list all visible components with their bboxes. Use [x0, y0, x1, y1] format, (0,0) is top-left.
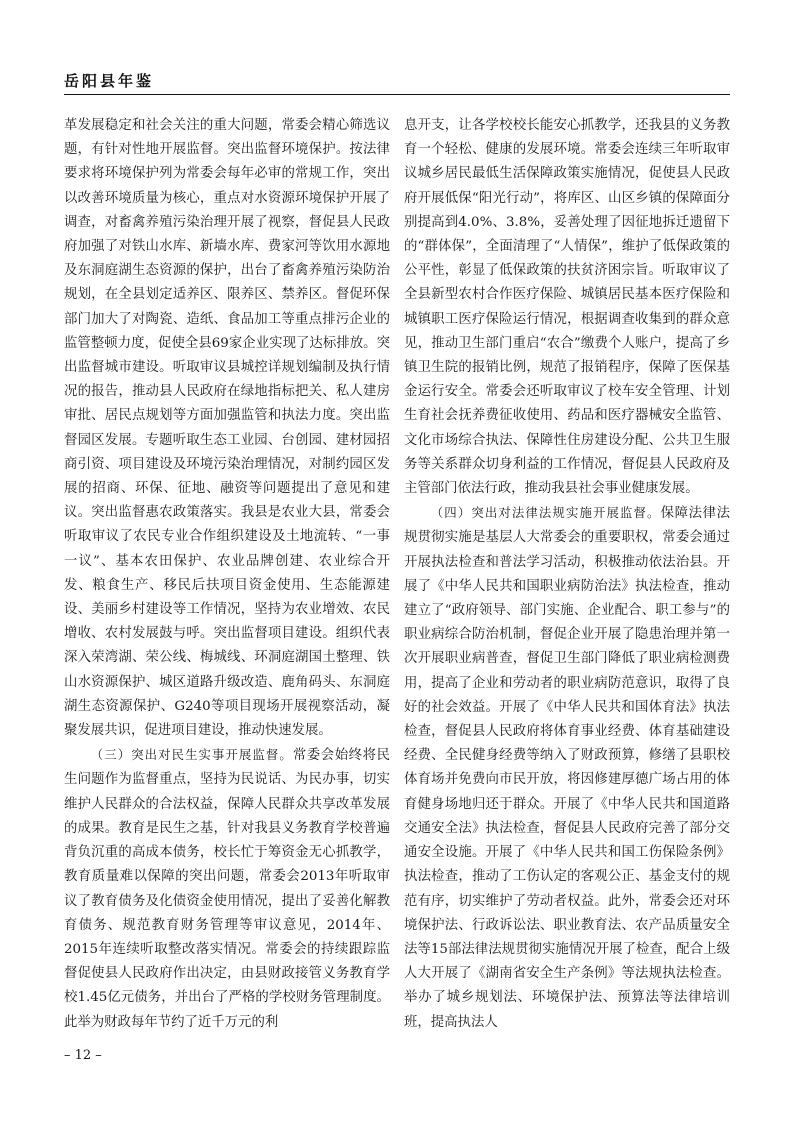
section-3-paragraph — [64, 743, 390, 1034]
section-4-heading: （四）突出对法律法规实施开展监督。 — [430, 505, 661, 521]
header-rule — [64, 94, 730, 95]
section-4-paragraph — [404, 501, 730, 1034]
left-paragraph-1: 革发展稳定和社会关注的重大问题，常委会精心筛选议题，有针对性地开展监督。突出监督环境保护。按法律要求将环境保护列为常委会每年必审的常规工作，突出以改善环境质量为核心，重点对水资源环境保护开展了调查，对畜禽养殖污染治理开展了视察，督促县人民政府加强了对铁山水库、新墙水库、费家河等饮用水源地及东洞庭湖生态资源的保护，出台了畜禽养殖污染防治规划，在全县划定适养区、限养区、禁养区。督促环保部门加大了对陶瓷、造纸、食品加工等重点排污企业的监管整顿力度，促使全县69家企业实现了达标排放。突出监督城市建设。听取审议县城控详规划编制及执行情况的报告，推动县人民政府在绿地指标把关、私人建房审批、居民点规划等方面加强监管和执法力度。突出监督园区发展。专题听取生态工业园、台创园、建材园招商引资、项目建设及环境污染治理情况，对制约园区发展的招商、环保、征地、融资等问题提出了意见和建议。突出监督惠农政策落实。我县是农业大县，常委会听取审议了农民专业合作组织建设及土地流转、“一事一议”、基本农田保护、农业品牌创建、农业综合开发、粮食生产、移民后扶项目资金使用、生态能源建设、美丽乡村建设等工作情况，坚持为农业增效、农民增收、农村发展鼓与呼。突出监督项目建设。组织代表深入荣湾湖、荣公线、梅城线、环洞庭湖国土整理、铁山水资源保护、城区道路升级改造、鹿角码头、东洞庭湖生态资源保护、G240等项目现场开展视察活动，凝聚发展共识，促进项目建设，推动快速发展。 — [64, 118, 390, 739]
page-number: – 12 – — [64, 1048, 102, 1063]
section-4-body: 保障法律法规贯彻实施是基层人大常委会的重要职权，常委会通过开展执法检查和普法学习活动，积极推动依法治县。开展了《中华人民共和国职业病防治法》执法检查，推动建立了“政府领导、部门实施、企业配合、职工参与”的职业病综合防治机制，督促企业开展了隐患治理并第一次开展职业病普查，督促卫生部门降低了职业病检测费用，提高了企业和劳动者的职业病防范意识，取得了良好的社会效益。开展了《中华人民共和国体育法》执法检查，督促县人民政府将体育事业经费、体育基础建设经费、全民健身经费等纳入了财政预算，修缮了县职校体育场并免费向市民开放，将因修建厚德广场占用的体育健身场地归还于群众。开展了《中华人民共和国道路交通安全法》执法检查，督促县人民政府完善了部分交通安全设施。开展了《中华人民共和国工伤保险条例》执法检查，推动了工伤认定的客观公正、基金支付的规范有序，切实维护了劳动者权益。此外，常委会还对环境保护法、行政诉讼法、职业教育法、农产品质量安全法等15部法律法规贯彻实施情况开展了检查，配合上级人大开展了《湖南省安全生产条例》等法规执法检查。举办了城乡规划法、环境保护法、预算法等法律培训班，提高执法人 — [404, 506, 731, 1030]
section-3-heading: （三）突出对民生实事开展监督。 — [90, 747, 293, 763]
right-column — [404, 114, 730, 1035]
running-head: 岳阳县年鉴 — [64, 72, 155, 90]
section-3-body: 常委会始终将民生问题作为监督重点，坚持为民说话、为民办事，切实维护人民群众的合法权益，保障人民群众共享改革发展的成果。教育是民生之基，针对我县义务教育学校普遍背负沉重的高成本债务，校长忙于筹资金无心抓教学，教育质量难以保障的突出问题，常委会2013年听取审议了教育债务及化债资金使用情况，提出了妥善化解教育债务、规范教育财务管理等审议意见，2014年、2015年连续听取整改落实情况。常委会的持续跟踪监督促使县人民政府作出决定，由县财政接管义务教育学校1.45亿元债务，并出台了严格的学校财务管理制度。此举为财政每年节约了近千万元的利 — [64, 748, 391, 1030]
left-column — [64, 114, 390, 1035]
right-paragraph-1: 息开支，让各学校校长能安心抓教学，还我县的义务教育一个轻松、健康的发展环境。常委会连续三年听取审议城乡居民最低生活保障政策实施情况，促使县人民政府开展低保“阳光行动”，将库区、山区乡镇的保障面分别提高到4.0%、3.8%，妥善处理了因征地拆迁遗留下的“群体保”，全面清理了“人情保”，维护了低保政策的公平性，彰显了低保政策的扶贫济困宗旨。听取审议了全县新型农村合作医疗保险、城镇居民基本医疗保险和城镇职工医疗保险运行情况，根据调查收集到的群众意见，推动卫生部门重启“农合”缴费个人账户，提高了乡镇卫生院的报销比例，规范了报销程序，保障了医保基金运行安全。常委会还听取审议了校车安全管理、计划生育社会抚养费征收使用、药品和医疗器械安全监管、文化市场综合执法、保障性住房建设分配、公共卫生服务等关系群众切身利益的工作情况，督促县人民政府及主管部门依法行政，推动我县社会事业健康发展。 — [404, 118, 730, 497]
